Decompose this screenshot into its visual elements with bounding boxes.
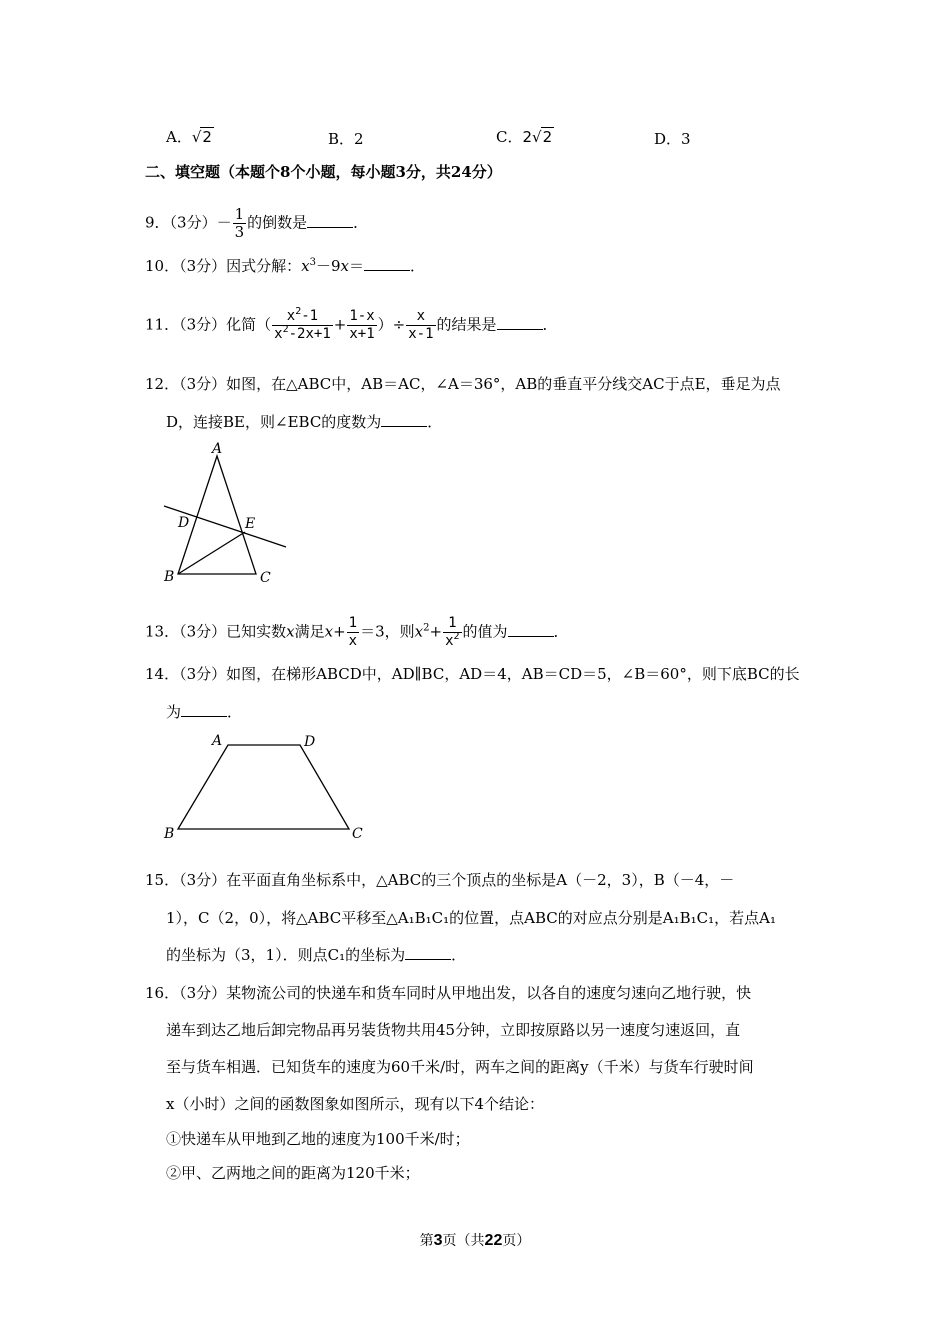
q13-f2-num: 1 <box>443 615 461 633</box>
footer-total-pages: 22 <box>484 1232 503 1249</box>
answer-blank <box>181 703 227 717</box>
option-c-expr: 2√2 <box>522 128 553 146</box>
q13-x3: x <box>414 622 424 641</box>
question-12-line-2 <box>166 412 442 432</box>
question-14-line-2 <box>166 702 242 722</box>
q10-x2: x <box>340 257 349 275</box>
q11-f1-num-b: -1 <box>301 308 319 324</box>
question-15-line-3 <box>166 945 466 965</box>
q15-end: ． <box>451 946 467 964</box>
option-a-value: 2 <box>202 128 212 146</box>
q11-fraction-3 <box>406 308 435 343</box>
q10-end: ． <box>410 257 426 275</box>
answer-blank <box>405 946 451 960</box>
question-16-item-2: ②甲、乙两地之间的距离为120千米； <box>166 1164 420 1182</box>
q11-f3-den: x-1 <box>408 326 434 342</box>
question-16-line-3: 至与货车相遇．已知货车的速度为60千米/时，两车之间的距离y（千米）与货车行驶时间 <box>166 1058 754 1076</box>
q12-end: ． <box>427 413 443 431</box>
q10-sup: 3 <box>309 257 316 268</box>
q11-f1-den-sup: 2 <box>282 324 289 335</box>
question-13 <box>145 615 569 650</box>
q13-fraction-2 <box>443 615 461 650</box>
q9-end: ． <box>353 213 369 232</box>
q11-prefix: 11．（3分）化简（ <box>145 315 272 334</box>
q11-end: ． <box>542 315 558 334</box>
q11-div: ）÷ <box>377 315 406 334</box>
label-b: B <box>164 826 175 842</box>
label-c: C <box>352 826 363 842</box>
q9-den: 3 <box>234 223 245 241</box>
q13-eq: ＝3，则 <box>360 622 415 641</box>
option-a <box>166 126 214 147</box>
q10-x: x <box>301 257 310 275</box>
question-16-line-4: x（小时）之间的函数图象如图所示，现有以下4个结论： <box>166 1095 545 1113</box>
question-11 <box>145 308 558 343</box>
q11-f2-den: x+1 <box>349 326 375 342</box>
q11-f1-den: x <box>274 326 283 342</box>
q11-suffix: 的结果是 <box>436 315 497 334</box>
option-c-coef: 2 <box>522 128 533 146</box>
q10-prefix: 10．（3分）因式分解： <box>145 257 302 275</box>
q13-f1-num: 1 <box>348 615 358 631</box>
q13-plus: + <box>429 622 443 641</box>
q13-end: ． <box>553 622 569 641</box>
footer-mid: 页（共 <box>442 1233 485 1249</box>
q13-x-plus: x+ <box>324 622 346 641</box>
page-footer <box>0 1230 950 1250</box>
q14-line2-text: 为 <box>166 703 182 721</box>
label-a: A <box>212 441 223 457</box>
label-e: E <box>245 516 256 532</box>
answer-blank <box>508 623 554 637</box>
question-14-line-1: 14．（3分）如图，在梯形ABCD中，AD∥BC，AD＝4，AB＝CD＝5，∠B＝60°，则下底BC的长 <box>145 665 800 683</box>
label-c: C <box>260 570 271 586</box>
question-9 <box>145 206 368 241</box>
answer-blank <box>364 257 410 271</box>
question-15-line-2: 1），C（2，0），将△ABC平移至△A₁B₁C₁的位置，点ABC的对应点分别是A₁B₁C₁，若点A₁ <box>166 909 776 927</box>
q9-prefix: 9．（3分）－ <box>145 213 232 232</box>
q13-prefix: 13．（3分）已知实数 <box>145 622 287 641</box>
segment-be <box>178 532 245 574</box>
label-b: B <box>164 569 175 585</box>
option-a-label: A． <box>166 128 192 146</box>
q13-f1-den: x <box>348 633 358 649</box>
footer-suffix: 页） <box>502 1233 531 1249</box>
q10-eq: ＝ <box>349 257 365 275</box>
option-d: D．3 <box>654 130 691 148</box>
option-c <box>496 126 554 147</box>
q9-suffix: 的倒数是 <box>247 213 308 232</box>
sqrt-icon: √2 <box>191 128 212 146</box>
q10-minus: －9 <box>315 257 341 275</box>
answer-blank <box>307 214 353 228</box>
q11-fraction-2 <box>347 308 376 343</box>
q11-f1-den-b: -2x+1 <box>288 326 331 342</box>
section-title: 二、填空题（本题个8个小题，每小题3分，共24分） <box>145 163 502 181</box>
q11-plus: + <box>333 315 347 334</box>
question-15-line-1: 15．（3分）在平面直角坐标系中，△ABC的三个顶点的坐标是A（－2，3），B（－4，－ <box>145 871 735 889</box>
q13-x: x <box>286 622 295 641</box>
q9-num: 1 <box>234 205 245 223</box>
answer-blank <box>497 316 543 330</box>
question-16-item-1: ①快递车从甲地到乙地的速度为100千米/时； <box>166 1130 470 1148</box>
q13-f2-den-sup: 2 <box>453 631 460 642</box>
footer-page-number: 3 <box>433 1232 443 1249</box>
footer-prefix: 第 <box>419 1233 434 1249</box>
q13-sup: 2 <box>423 622 430 634</box>
question-16-line-2: 递车到达乙地后卸完物品再另装货物共用45分钟，立即按原路以另一速度匀速返回，直 <box>166 1021 741 1039</box>
q14-end: ． <box>227 703 243 721</box>
q13-suffix: 的值为 <box>462 622 508 641</box>
q13-mid: 满足 <box>294 622 325 641</box>
triangle-figure <box>160 440 295 590</box>
q9-fraction <box>233 206 247 241</box>
q11-f3-num: x <box>406 308 435 326</box>
q11-f1-num-sup: 2 <box>295 306 302 317</box>
q11-fraction-1 <box>272 308 333 343</box>
label-a: A <box>212 733 223 749</box>
question-12-line-1: 12．（3分）如图，在△ABC中，AB＝AC，∠A＝36°，AB的垂直平分线交AC于点E，垂足为点 <box>145 375 781 393</box>
label-d: D <box>304 734 316 750</box>
question-10 <box>145 256 425 276</box>
answer-blank <box>381 413 427 427</box>
q12-line2-text: D，连接BE，则∠EBC的度数为 <box>166 413 382 431</box>
q11-f1-num: x <box>286 308 296 324</box>
q15-line3-text: 的坐标为（3，1）．则点C₁的坐标为 <box>166 946 406 964</box>
label-d: D <box>178 515 190 531</box>
option-c-value: 2 <box>542 128 553 146</box>
q13-fraction-1 <box>347 615 359 650</box>
q11-f2-num: 1-x <box>349 308 375 324</box>
question-16-line-1: 16．（3分）某物流公司的快递车和货车同时从甲地出发，以各自的速度匀速向乙地行驶，快 <box>145 984 752 1002</box>
trapezoid-figure <box>160 728 375 846</box>
option-b: B．2 <box>328 130 364 148</box>
option-c-label: C． <box>496 128 523 146</box>
q13-f2-den: x <box>445 633 454 649</box>
trapezoid-abcd <box>178 745 349 829</box>
